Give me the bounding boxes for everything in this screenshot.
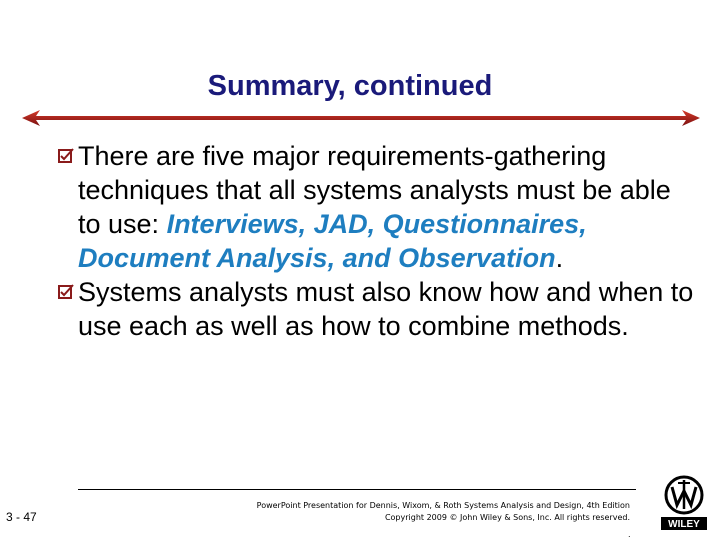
bullet-text-end: . bbox=[555, 243, 564, 273]
bullet-item bbox=[58, 275, 698, 343]
divider-double-arrow bbox=[22, 104, 700, 134]
page-number: 3 - 47 bbox=[6, 510, 37, 524]
wiley-logo-icon bbox=[661, 474, 707, 530]
footer-credit bbox=[140, 500, 630, 524]
slide-title: Summary, continued bbox=[207, 70, 493, 102]
bullet-text: Systems analysts must also know how and when to use each as well as how to combine methods. bbox=[78, 277, 694, 341]
footer-rule bbox=[78, 489, 636, 490]
checkbox-icon bbox=[58, 148, 74, 164]
technique-list: Interviews, JAD, Questionnaires, Document Analysis, and Observation bbox=[78, 209, 587, 273]
bullet-item bbox=[58, 139, 698, 275]
footer-line-2: Copyright 2009 © John Wiley & Sons, Inc. All rights reserved. bbox=[384, 513, 630, 522]
logo-wordmark: WILEY bbox=[668, 519, 700, 530]
bullet-text-intro: There are five major requirements-gathering techniques that all systems analysts must be able to use: bbox=[78, 141, 671, 239]
footer-line-1: PowerPoint Presentation for Dennis, Wixom, & Roth Systems Analysis and Design, 4th Edition bbox=[256, 501, 630, 510]
footer-dot: . bbox=[628, 530, 631, 539]
bullet-list bbox=[58, 139, 698, 343]
checkbox-icon bbox=[58, 284, 74, 300]
